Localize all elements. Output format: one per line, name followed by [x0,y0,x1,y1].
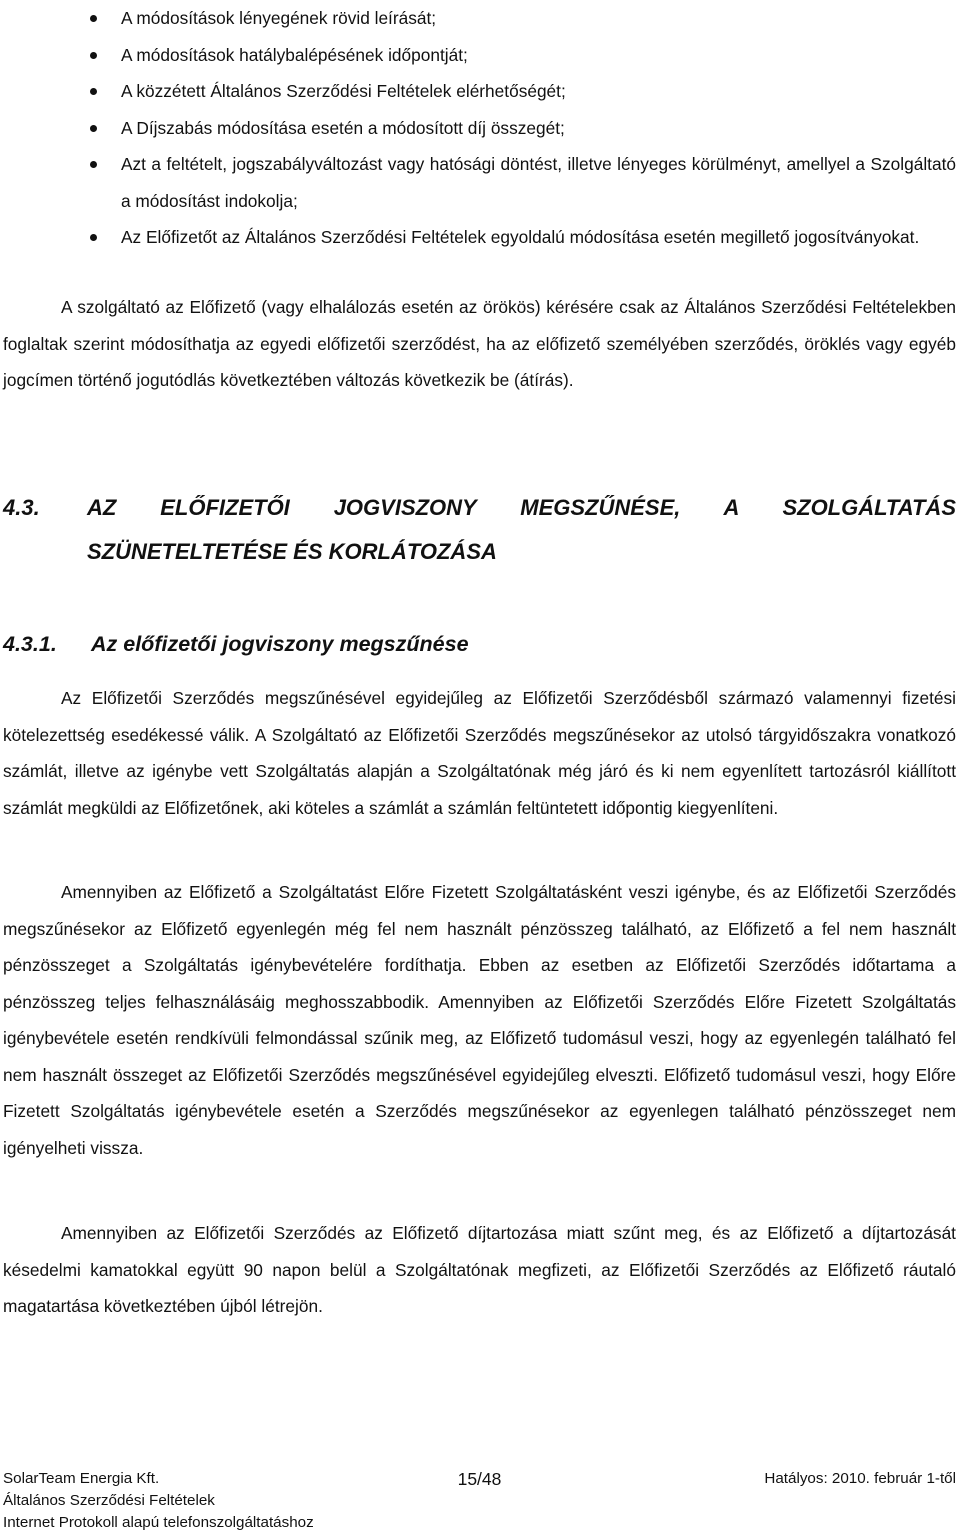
bullet-list [0,0,960,256]
bullet-item [0,146,960,219]
footer-doc-title: Általános Szerződési Feltételek [3,1492,215,1509]
bullet-icon [90,15,97,22]
page-number: 15/48 [457,1469,502,1489]
section-heading [3,486,956,574]
bullet-item [0,219,960,256]
bullet-icon [90,88,97,95]
bullet-icon [90,234,97,241]
bullet-icon [90,161,97,168]
footer-effective-date: Hatályos: 2010. február 1-től [764,1470,956,1487]
bullet-text: A módosítások hatálybalépésének időpontját; [121,44,468,65]
footer-doc-subtitle: Internet Protokoll alapú telefonszolgáltatáshoz [3,1514,314,1531]
bullet-text: A közzétett Általános Szerződési Feltételek elérhetőségét; [121,81,566,101]
bullet-item [0,0,960,37]
section-title: AZ ELŐFIZETŐI JOGVISZONY MEGSZŰNÉSE, A SZOLGÁLTATÁS SZÜNETELTETÉSE ÉS KORLÁTOZÁSA [87,495,956,564]
section-number: 4.3. [3,495,40,520]
bullet-item [0,110,960,147]
bullet-item [0,73,960,110]
page-footer [3,1468,956,1534]
bullet-text: A Díjszabás módosítása esetén a módosított díj összegét; [121,117,565,138]
paragraph-debt: Amennyiben az Előfizetői Szerződés az Előfizető díjtartozása miatt szűnt meg, és az Előfizető a díjtartozását késedelmi kamatokkal együtt 90 napon belül a Szolgáltatónak megfizeti, az Előfizetői Szerződés az Előfizető ráutaló magatartása következtében újból létrejön. [3,1223,956,1316]
footer-company: SolarTeam Energia Kft. [3,1470,160,1487]
bullet-text: Az Előfizetőt az Általános Szerződési Feltételek egyoldalú módosítása esetén megillető jogosítványokat. [121,227,920,247]
paragraph-transfer: A szolgáltató az Előfizető (vagy elhalálozás esetén az örökös) kérésére csak az Általános Szerződési Feltételekben foglaltak szerint módosíthatja az egyedi előfizetői szerződést, ha az előfizető személyében szerződés, öröklés vagy egyéb jogcímen történő jogutódlás következtében változás következik be (átírás). [3,297,956,390]
bullet-text: A módosítások lényegének rövid leírását; [121,8,437,28]
bullet-icon [90,52,97,59]
subsection-title: Az előfizetői jogviszony megszűnése [91,632,469,656]
subsection-number: 4.3.1. [3,632,57,656]
bullet-item [0,37,960,74]
paragraph-prepaid: Amennyiben az Előfizető a Szolgáltatást Előre Fizetett Szolgáltatásként veszi igénybe, és az Előfizetői Szerződés megszűnésekor az Előfizető egyenlegén még fel nem használt pénzösszeg található, az Előfizető a fel nem használt pénzösszeget a Szolgáltatás igénybevételére fordíthatja. Ebben az esetben az Előfizetői Szerződés időtartama a pénzösszeg teljes felhasználásáig meghosszabbodik. Amennyiben az Előfizetői Szerződés Előre Fizetett Szolgáltatás igénybevétele esetén rendkívüli felmondással szűnik meg, az Előfizető tudomásul veszi, hogy az egyenlegén található fel nem használt összeget az Előfizetői Szerződés megszűnésével egyidejűleg elveszti. Előfizető tudomásul veszi, hogy Előre Fizetett Szolgáltatás igénybevétele esetén a Szerződés megszűnésekor az egyenlegen található pénzösszeget nem igényelheti vissza. [3,882,956,1158]
paragraph-termination: Az Előfizetői Szerződés megszűnésével egyidejűleg az Előfizetői Szerződésből származó valamennyi fizetési kötelezettség esedékessé válik. A Szolgáltató az Előfizetői Szerződés megszűnésekor az utolsó tárgyidőszakra vonatkozó számlát, illetve az igénybe vett Szolgáltatás alapján a Szolgáltatónak még járó és ki nem egyenlített tartozásról kiállított számlát megküldi az Előfizetőnek, aki köteles a számlát a számlán feltüntetett időpontig kiegyenlíteni. [3,688,956,818]
subsection-heading [3,629,956,659]
bullet-text: Azt a feltételt, jogszabályváltozást vagy hatósági döntést, illetve lényeges körülményt, amellyel a Szolgáltató a módosítást indokolja; [121,154,956,211]
bullet-icon [90,125,97,132]
